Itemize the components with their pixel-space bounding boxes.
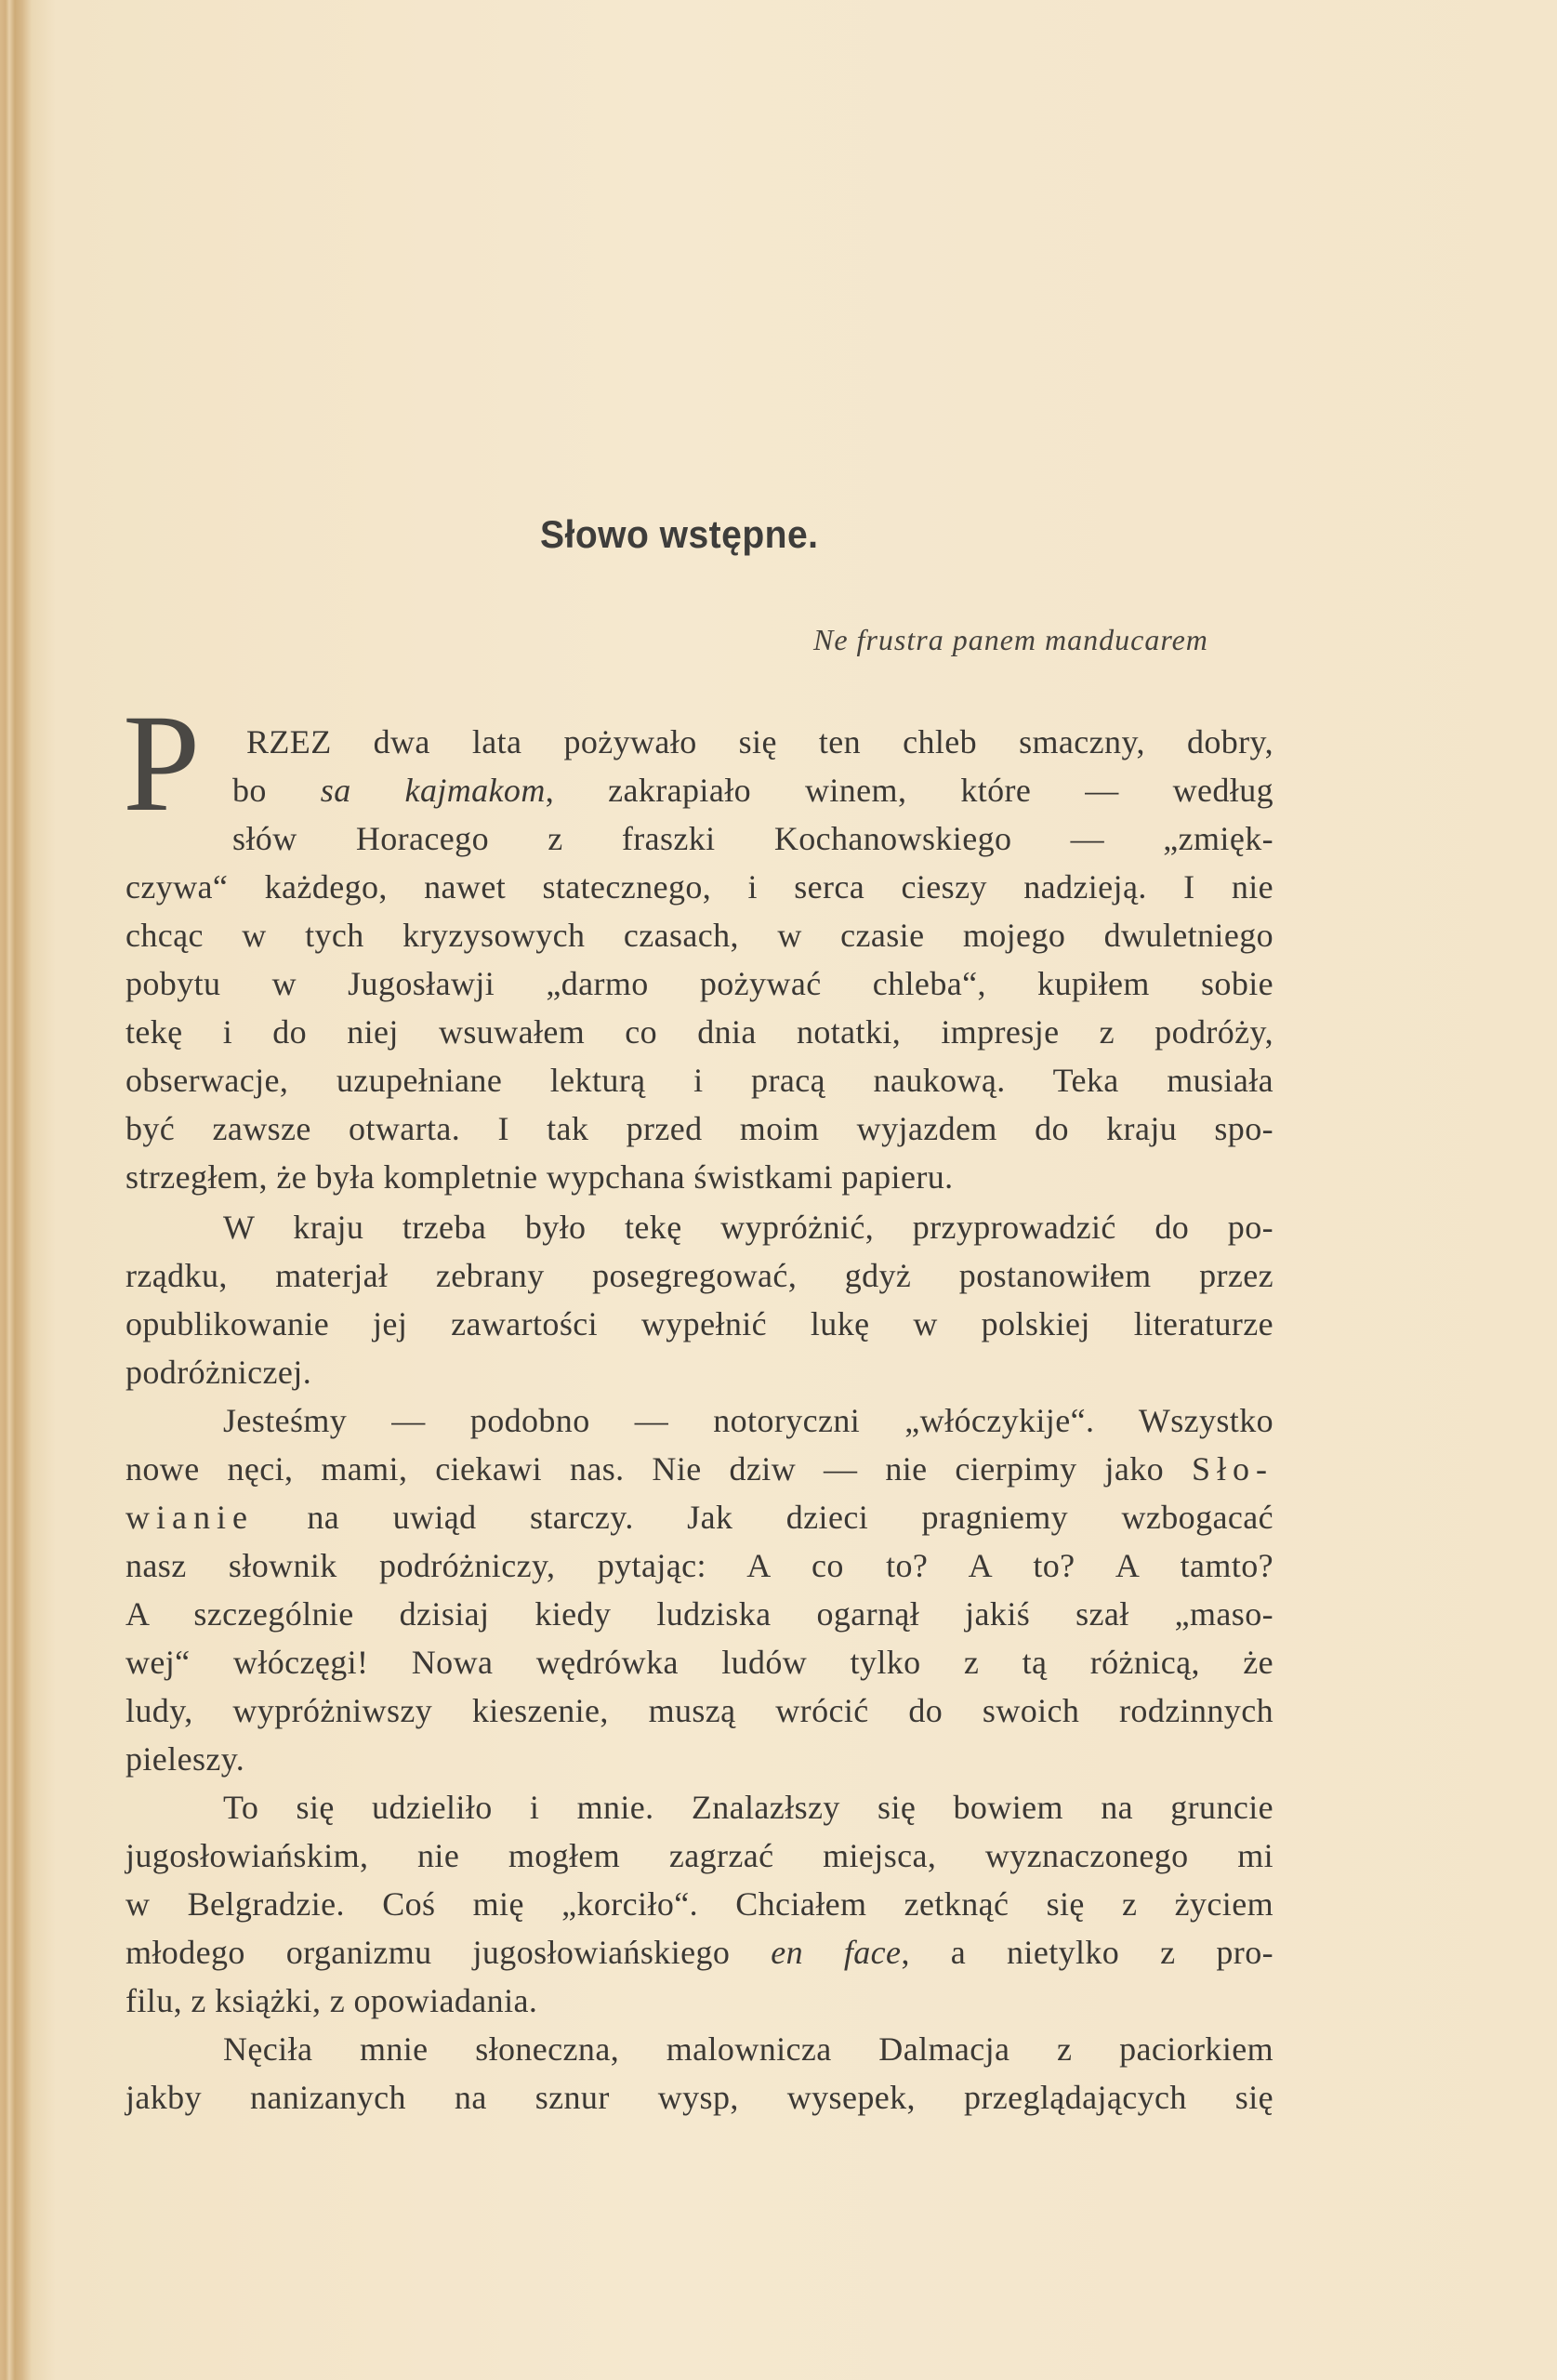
text-line: wianie na uwiąd starczy. Jak dzieci pragniemy wzbogacać [125,1499,1273,1536]
text-line: pieleszy. [125,1740,245,1778]
italic-phrase: sa kajmakom [320,772,546,809]
text-line: pobytu w Jugosławji „darmo pożywać chleba“, kupiłem sobie [125,965,1273,1002]
text-line: tekę i do niej wsuwałem co dnia notatki, impresje z podróży, [125,1013,1273,1051]
text-line: w Belgradzie. Coś mię „korciło“. Chciałem zetknąć się z życiem [125,1885,1273,1923]
italic-phrase: en face [771,1934,902,1971]
chapter-title: Słowo wstępne. [540,512,819,556]
text-line: bo sa kajmakom, zakrapiało winem, które — według [232,772,1273,809]
text-line: nowe nęci, mami, ciekawi nas. Nie dziw — nie cierpimy jako Sło- [125,1450,1273,1488]
text-line: ludy, wypróżniwszy kieszenie, muszą wrócić do swoich rodzinnych [125,1692,1273,1729]
text-line: RZEZ dwa lata pożywało się ten chleb smaczny, dobry, [246,723,1273,760]
text-line: rządku, materjał zebrany posegregować, gdyż postanowiłem przez [125,1257,1273,1294]
text-line: chcąc w tych kryzysowych czasach, w czasie mojego dwuletniego [125,917,1273,954]
text-line: być zawsze otwarta. I tak przed moim wyjazdem do kraju spo- [125,1110,1273,1147]
text-line: jakby nanizanych na sznur wysp, wysepek, przeglądających się [125,2079,1273,2116]
text-line: Nęciła mnie słoneczna, malownicza Dalmacja z paciorkiem [223,2030,1273,2068]
text-line: czywa“ każdego, nawet statecznego, i serca cieszy nadzieją. I nie [125,868,1273,906]
text-line: podróżniczej. [125,1354,312,1391]
text-line: strzegłem, że była kompletnie wypchana świstkami papieru. [125,1158,954,1196]
spaced-word: wianie [125,1499,254,1536]
drop-cap: P [123,686,201,840]
text-line: W kraju trzeba było tekę wypróżnić, przyprowadzić do po- [223,1209,1273,1246]
text-line: filu, z książki, z opowiadania. [125,1982,538,2019]
text-line: nasz słownik podróżniczy, pytając: A co to? A to? A tamto? [125,1547,1273,1584]
text-line: młodego organizmu jugosłowiańskiego en face, a nietylko z pro- [125,1934,1273,1971]
text-line: obserwacje, uzupełniane lekturą i pracą naukową. Teka musiała [125,1062,1273,1099]
text-line: słów Horacego z fraszki Kochanowskiego — „zmięk- [232,820,1273,857]
text-line: Jesteśmy — podobno — notoryczni „włóczykije“. Wszystko [223,1402,1273,1439]
text-line: wej“ włóczęgi! Nowa wędrówka ludów tylko z tą różnicą, że [125,1644,1273,1681]
spaced-word: Sło- [1191,1450,1273,1488]
epigraph: Ne frustra panem manducarem [813,623,1208,656]
text-line: A szczególnie dzisiaj kiedy ludziska ogarnął jakiś szał „maso- [125,1595,1273,1633]
text-line: To się udzieliło i mnie. Znalazłszy się bowiem na gruncie [223,1789,1273,1826]
text-line: opublikowanie jej zawartości wypełnić lukę w polskiej literaturze [125,1305,1273,1342]
text-line: jugosłowiańskim, nie mogłem zagrzać miejsca, wyznaczonego mi [125,1837,1273,1874]
